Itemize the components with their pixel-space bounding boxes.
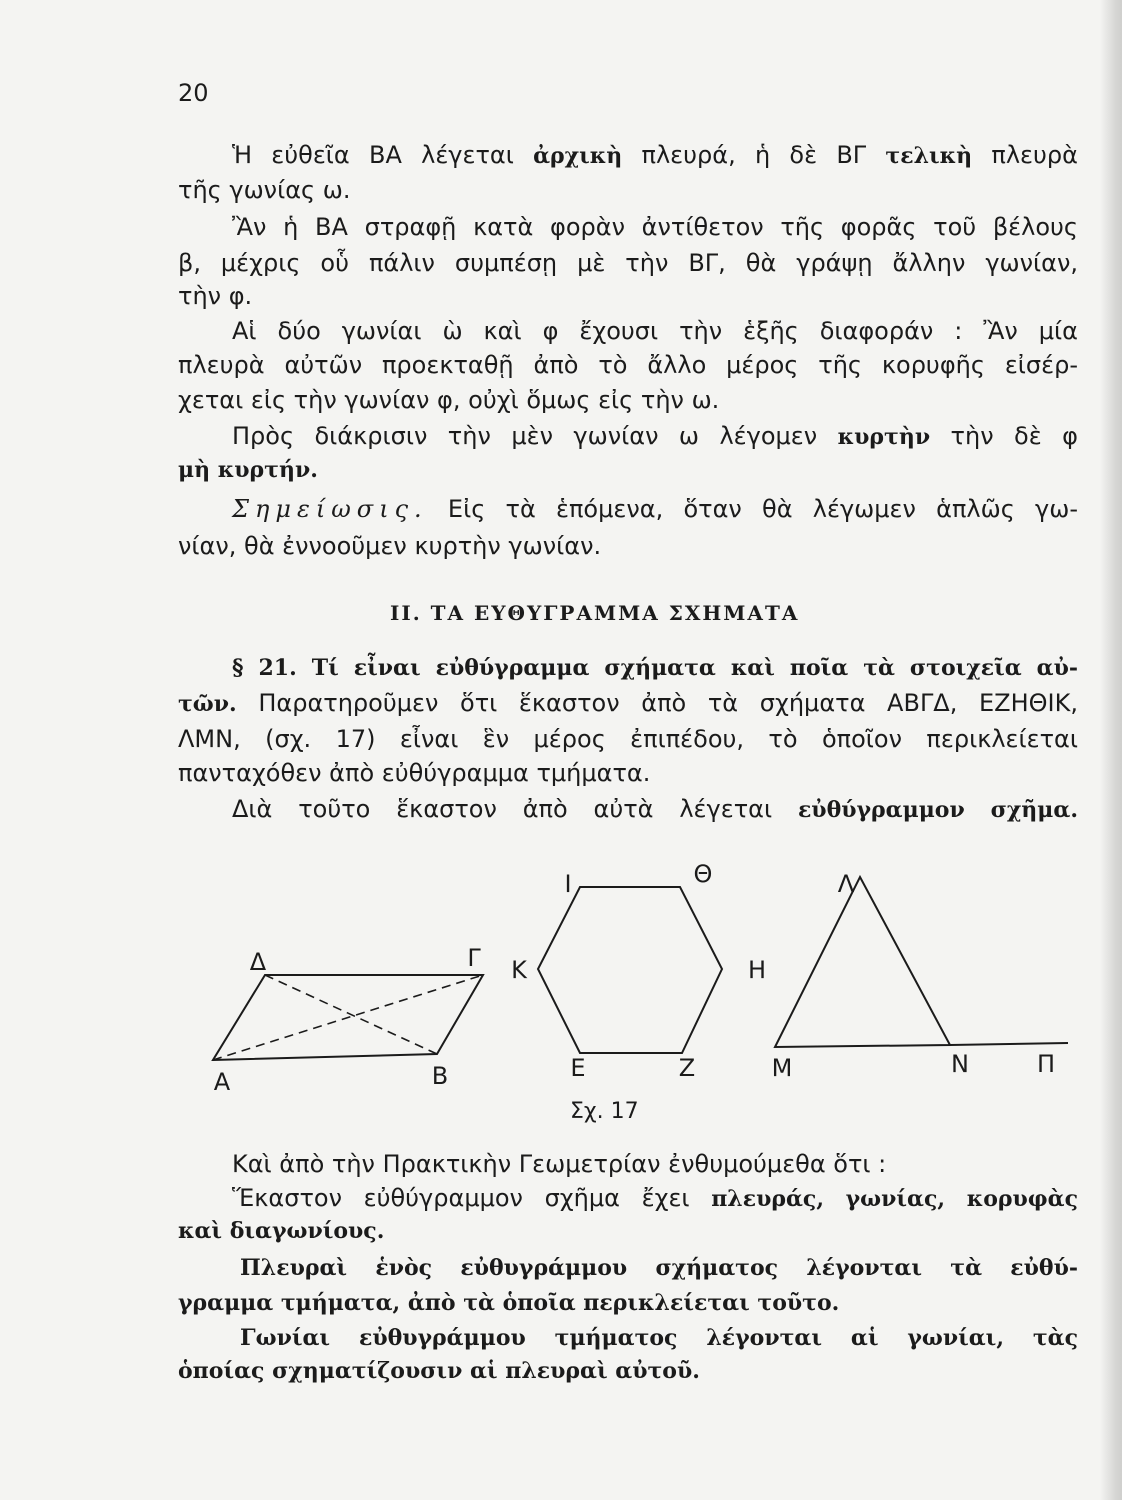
- parallelogram-abgd: [213, 944, 483, 1096]
- vertex-label-iota: Ι: [564, 870, 572, 898]
- text-run: Ἂν ἡ ΒΑ στραφῇ κατὰ φορὰν ἀντίθετον τῆς φορᾶς τοῦ βέλους: [232, 213, 1078, 241]
- text-run: Διὰ τοῦτο ἕκαστον ἀπὸ αὐτὰ λέγεται: [232, 795, 773, 823]
- text-line: [178, 172, 1078, 208]
- text-line: [178, 528, 1078, 564]
- text-line: [178, 209, 1078, 245]
- diagonal-db: [265, 975, 437, 1054]
- text-line: [178, 1285, 1078, 1321]
- vertex-label-gamma: Γ: [467, 944, 481, 972]
- text-run: νίαν, θὰ ἐννοοῦμεν κυρτὴν γωνίαν.: [178, 532, 602, 560]
- point-label-pi: Π: [1036, 1050, 1056, 1078]
- triangle-outline: [775, 877, 950, 1047]
- bold-term: τελικὴ: [885, 143, 973, 169]
- vertex-label-delta: Δ: [249, 948, 267, 976]
- text-run: Παρατηροῦμεν ὅτι ἕκαστον ἀπὸ τὰ σχήματα ΑΒΓΔ, ΕΖΗΘΙΚ,: [258, 689, 1078, 717]
- text-run: πλευρὰ: [991, 141, 1078, 169]
- vertex-label-alpha: Α: [213, 1068, 231, 1096]
- text-run: τὴν φ.: [178, 282, 253, 310]
- text-run: ΛΜΝ, (σχ. 17) εἶναι ἓν μέρος ἐπιπέδου, τὸ ὁποῖον περικλείεται: [178, 725, 1078, 753]
- text-line: [178, 278, 1078, 314]
- text-line: [178, 1180, 1078, 1216]
- vertex-label-mu: Μ: [771, 1054, 793, 1082]
- text-run: τῆς γωνίας ω.: [178, 176, 351, 204]
- text-run: Εἰς τὰ ἑπόμενα, ὅταν θὰ λέγωμεν ἁπλῶς γω-: [447, 495, 1078, 523]
- vertex-label-epsilon: Ε: [570, 1054, 586, 1082]
- bold-term: ἀρχικὴ: [533, 143, 623, 169]
- section-title: τῶν.: [178, 691, 237, 717]
- text-run: πανταχόθεν ἀπὸ εὐθύγραμμα τμήματα.: [178, 759, 651, 787]
- text-line: [178, 649, 1078, 685]
- text-line: [178, 1146, 1078, 1182]
- text-line: [178, 1320, 1078, 1356]
- text-run: Ἕκαστον εὐθύγραμμον σχῆμα ἔχει: [232, 1184, 690, 1212]
- text-run: Γωνίαι εὐθυγράμμου τμήματος λέγονται αἱ γωνίαι, τὰς: [240, 1325, 1078, 1351]
- text-line: [178, 491, 1078, 527]
- text-run: τὴν δὲ φ: [950, 422, 1078, 450]
- text-run: Πλευραὶ ἑνὸς εὐθυγράμμου σχήματος λέγονται τὰ εὐθύ-: [240, 1255, 1078, 1281]
- text-run: χεται εἰς τὴν γωνίαν φ, οὐχὶ ὅμως εἰς τὴν ω.: [178, 386, 720, 414]
- text-line: [178, 382, 1078, 418]
- text-run: Καὶ ἀπὸ τὴν Πρακτικὴν Γεωμετρίαν ἐνθυμούμεθα ὅτι :: [232, 1150, 887, 1178]
- text-line: [178, 313, 1078, 349]
- text-line: [178, 418, 1078, 454]
- bold-term: εὐθύγραμμον σχῆμα.: [797, 797, 1078, 823]
- hexagon-ezhthik: [511, 860, 766, 1082]
- text-run: πλευρὰ αὐτῶν προεκταθῇ ἀπὸ τὸ ἄλλο μέρος τῆς κορυφῆς εἰσέρ-: [178, 351, 1078, 379]
- text-run: Αἱ δύο γωνίαι ὼ καὶ φ ἔχουσι τὴν ἑξῆς διαφοράν : Ἂν μία: [232, 317, 1078, 345]
- diagonal-ag: [213, 975, 483, 1060]
- text-line: [178, 791, 1078, 827]
- text-line: [178, 1250, 1078, 1286]
- vertex-label-theta: Θ: [693, 860, 713, 888]
- text-run: β, μέχρις οὗ πάλιν συμπέσῃ μὲ τὴν ΒΓ, θὰ γράψῃ ἄλλην γωνίαν,: [178, 249, 1078, 277]
- vertex-label-zeta: Ζ: [678, 1054, 696, 1082]
- text-run: πλευρά, ἡ δὲ ΒΓ: [641, 141, 867, 169]
- figure-17: [0, 850, 1122, 1100]
- text-line: [178, 137, 1078, 173]
- vertex-label-lambda: Λ: [837, 870, 855, 898]
- text-line: [178, 245, 1078, 281]
- section-heading: II. ΤΑ ΕΥΘΥΓΡΑΜΜΑ ΣΧΗΜΑΤΑ: [390, 601, 800, 625]
- hexagon-outline: [538, 887, 722, 1053]
- text-line: [178, 721, 1078, 757]
- bold-term: πλευράς, γωνίας, κορυφὰς: [711, 1186, 1078, 1212]
- side-extension-np: [950, 1043, 1068, 1045]
- text-line: [178, 451, 1078, 487]
- text-line: [178, 685, 1078, 721]
- note-label: Σημείωσις.: [232, 495, 428, 523]
- vertex-label-eta: Η: [747, 956, 767, 984]
- text-run: Ἡ εὐθεῖα ΒΑ λέγεται: [232, 141, 514, 169]
- text-line: [178, 755, 1078, 791]
- vertex-label-nu: Ν: [951, 1050, 969, 1078]
- page-edge-shadow: [1100, 0, 1122, 1500]
- page-number: 20: [178, 79, 209, 107]
- text-line: [178, 1353, 1078, 1389]
- triangle-lmn: [772, 870, 1068, 1082]
- text-line: [178, 347, 1078, 383]
- text-run: Πρὸς διάκρισιν τὴν μὲν γωνίαν ω λέγομεν: [232, 422, 818, 450]
- vertex-label-beta: Β: [431, 1062, 449, 1090]
- text-line: [178, 1212, 1078, 1248]
- vertex-label-kappa: Κ: [511, 956, 527, 984]
- text-run: γραμμα τμήματα, ἀπὸ τὰ ὁποῖα περικλείεται τοῦτο.: [178, 1290, 840, 1316]
- text-run: ὁποίας σχηματίζουσιν αἱ πλευραὶ αὐτοῦ.: [178, 1358, 700, 1384]
- bold-term: κυρτὴν: [837, 424, 931, 450]
- figure-caption: Σχ. 17: [570, 1099, 639, 1124]
- bold-term: καὶ διαγωνίους.: [178, 1218, 385, 1244]
- section-title: § 21. Τί εἶναι εὐθύγραμμα σχήματα καὶ ποῖα τὰ στοιχεῖα αὐ-: [232, 655, 1078, 681]
- bold-term: μὴ κυρτήν.: [178, 457, 318, 483]
